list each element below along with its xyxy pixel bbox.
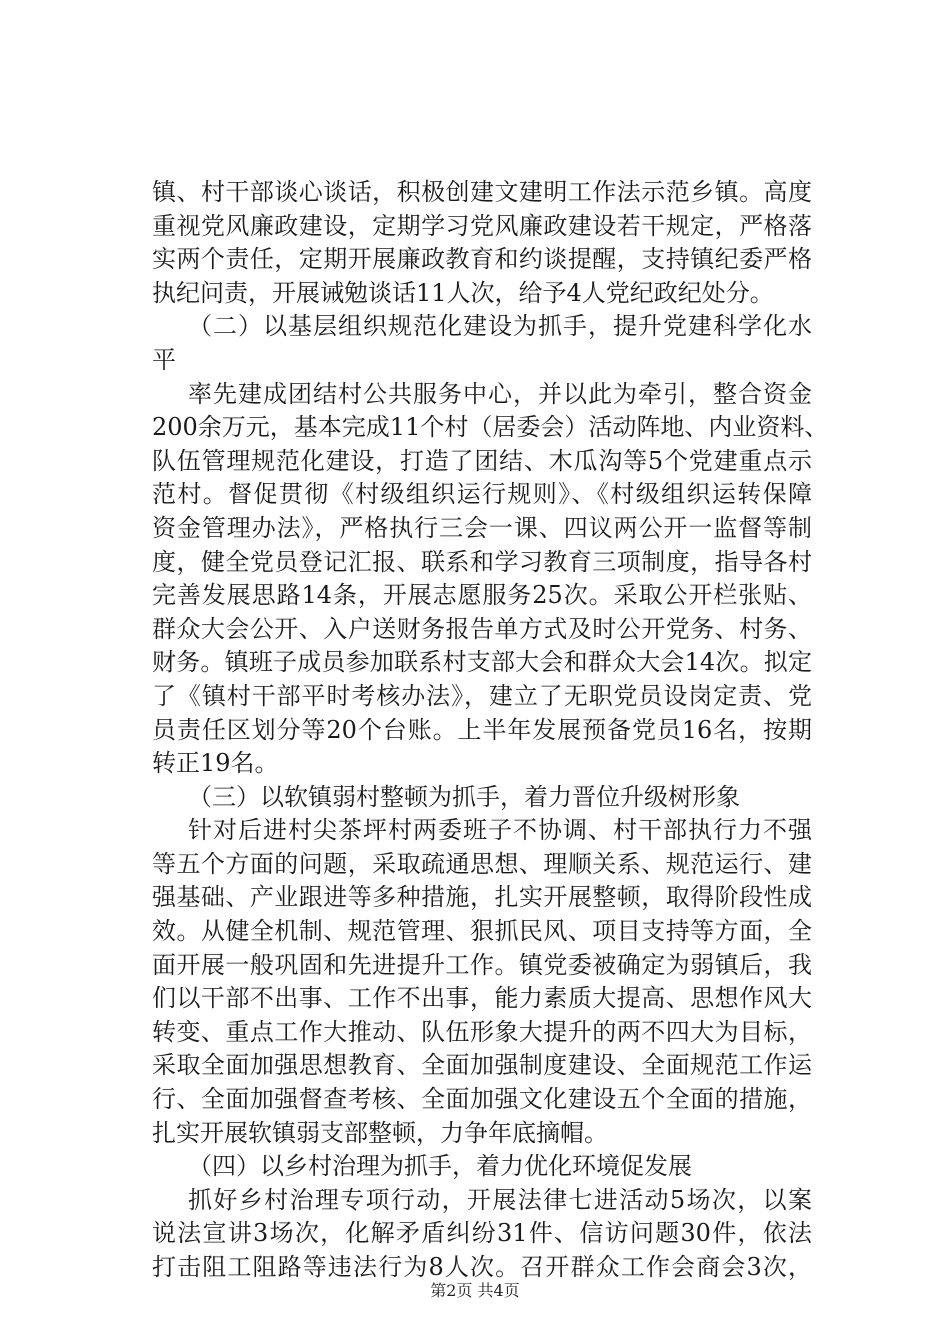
text-line: 了《镇村干部平时考核办法》，建立了无职党员设岗定责、党 <box>152 681 812 710</box>
text-line: 员责任区划分等20个台账。上半年发展预备党员16名，按期 <box>152 715 812 744</box>
text-line: 财务。镇班子成员参加联系村支部大会和群众大会14次。拟定 <box>152 648 812 677</box>
page-number-label: 第2页 共4页 <box>430 1281 520 1300</box>
text-line: 范村。督促贯彻《村级组织运行规则》、《村级组织运转保障 <box>152 480 812 509</box>
text-line: 转正19名。 <box>152 749 279 778</box>
page-footer <box>0 1278 950 1301</box>
text-line: 完善发展思路14条，开展志愿服务25次。采取公开栏张贴、 <box>152 581 812 610</box>
text-line: 镇、村干部谈心谈话，积极创建文建明工作法示范乡镇。高度 <box>152 178 812 206</box>
text-line: 队伍管理规范化建设，打造了团结、木瓜沟等5个党建重点示 <box>152 446 812 475</box>
section-heading-continued: 平 <box>152 345 176 374</box>
text-line: 行、全面加强督查考核、全面加强文化建设五个全面的措施， <box>152 1085 812 1114</box>
text-line: 们以干部不出事、工作不出事，能力素质大提高、思想作风大 <box>152 984 812 1013</box>
section-heading: （三）以软镇弱村整顿为抓手，着力晋位升级树形象 <box>188 782 740 811</box>
text-line: 执纪问责，开展诫勉谈话11人次，给予4人党纪政纪处分。 <box>152 278 774 307</box>
text-line: 面开展一般巩固和先进提升工作。镇党委被确定为弱镇后，我 <box>152 950 812 979</box>
text-line: 200余万元，基本完成11个村（居委会）活动阵地、内业资料、 <box>152 413 829 442</box>
text-line: 重视党风廉政建设，定期学习党风廉政建设若干规定，严格落 <box>152 211 812 240</box>
section-heading: （二）以基层组织规范化建设为抓手，提升党建科学化水 <box>188 312 812 341</box>
document-body <box>152 176 829 1285</box>
text-line: 等五个方面的问题，采取疏通思想、理顺关系、规范运行、建 <box>152 849 812 878</box>
text-line: 扎实开展软镇弱支部整顿，力争年底摘帽。 <box>152 1118 608 1147</box>
text-line: 抓好乡村治理专项行动，开展法律七进活动5场次，以案 <box>188 1185 812 1214</box>
section-heading: （四）以乡村治理为抓手，着力优化环境促发展 <box>188 1152 692 1181</box>
text-line: 实两个责任，定期开展廉政教育和约谈提醒，支持镇纪委严格 <box>152 245 812 274</box>
text-line: 打击阻工阻路等违法行为8人次。召开群众工作会商会3次， <box>152 1253 812 1281</box>
text-line: 资金管理办法》，严格执行三会一课、四议两公开一监督等制 <box>152 513 812 542</box>
text-line: 效。从健全机制、规范管理、狠抓民风、项目支持等方面，全 <box>152 917 812 946</box>
text-line: 度，健全党员登记汇报、联系和学习教育三项制度，指导各村 <box>152 547 812 576</box>
text-line: 针对后进村尖茶坪村两委班子不协调、村干部执行力不强 <box>188 816 812 845</box>
text-line: 群众大会公开、入户送财务报告单方式及时公开党务、村务、 <box>152 614 812 643</box>
text-line: 说法宣讲3场次，化解矛盾纠纷31件、信访问题30件，依法 <box>152 1219 812 1248</box>
text-line: 转变、重点工作大推动、队伍形象大提升的两不四大为目标， <box>152 1017 812 1046</box>
text-line: 率先建成团结村公共服务中心，并以此为牵引，整合资金 <box>188 379 812 408</box>
text-line: 强基础、产业跟进等多种措施，扎实开展整顿，取得阶段性成 <box>152 883 812 912</box>
text-line: 采取全面加强思想教育、全面加强制度建设、全面规范工作运 <box>152 1051 812 1080</box>
